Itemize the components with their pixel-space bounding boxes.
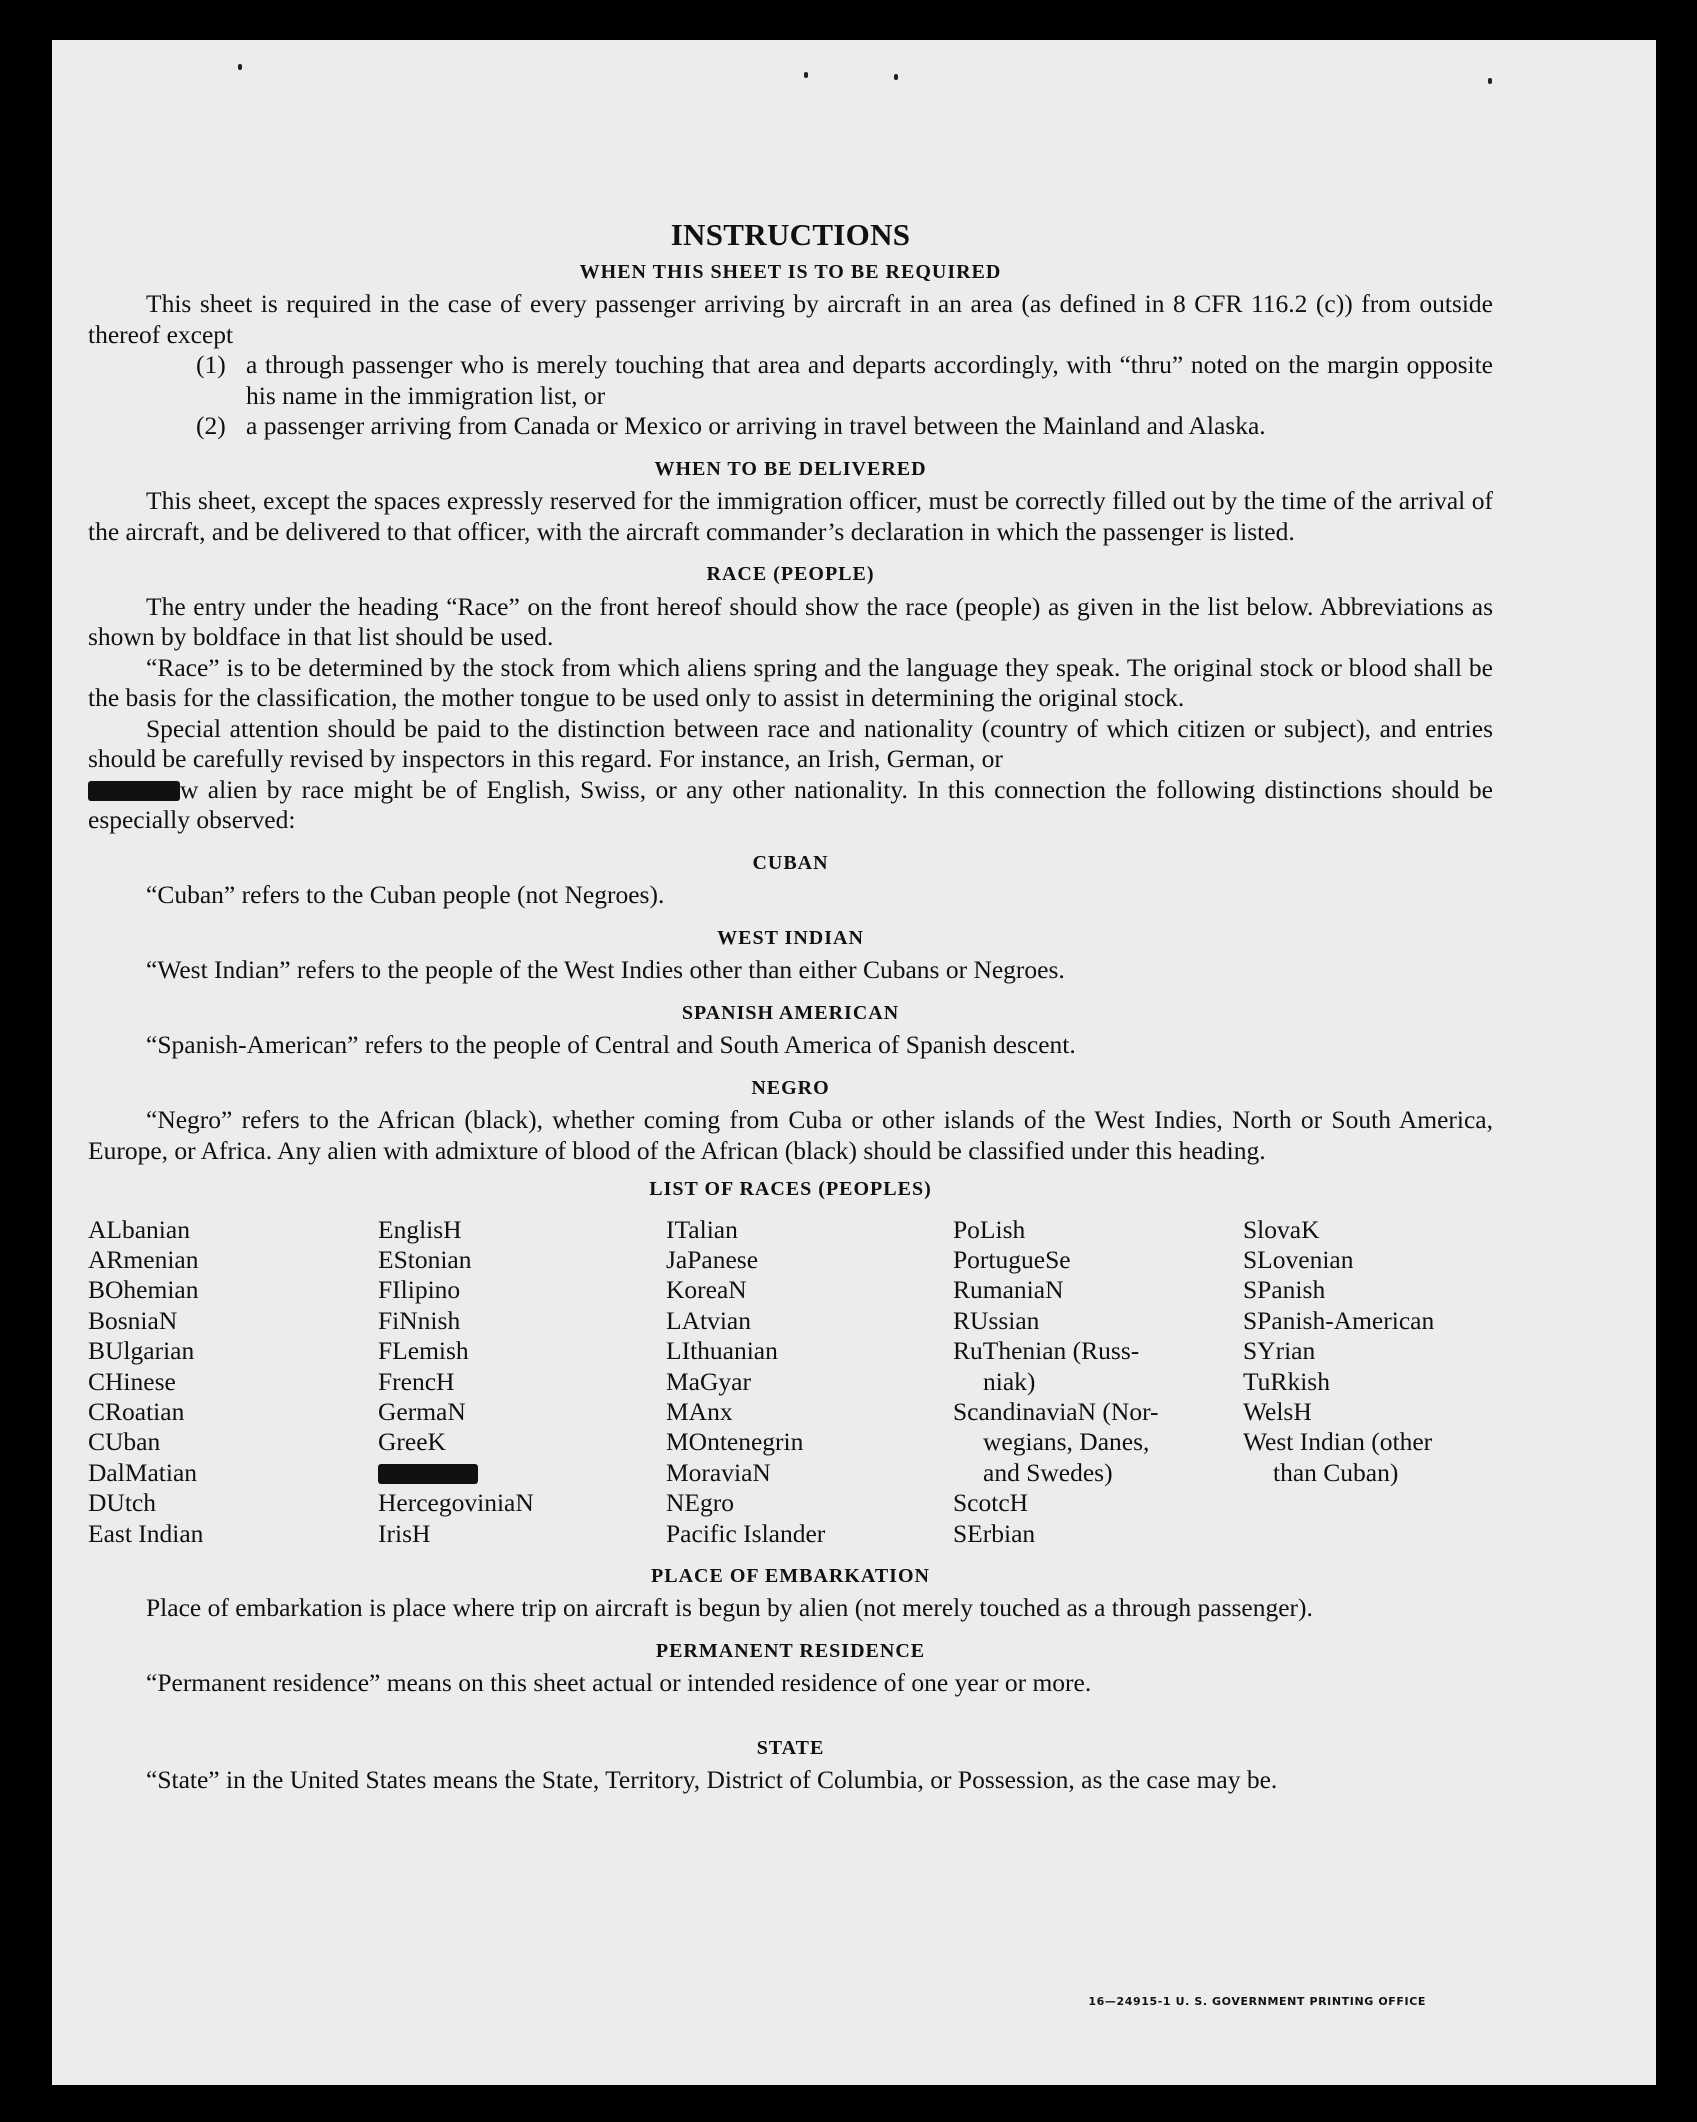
paragraph: “Permanent residence” means on this sheet actual or intended residence of one year or more. xyxy=(146,1668,1092,1698)
races-column xyxy=(666,1215,953,1549)
section-heading: NEGRO xyxy=(751,1076,830,1099)
document-page xyxy=(52,40,1656,2085)
scan-speck xyxy=(894,74,898,80)
race-entry-redacted xyxy=(378,1458,666,1488)
race-entry: ITalian xyxy=(666,1214,738,1244)
section-heading: CUBAN xyxy=(752,851,829,874)
page-title: INSTRUCTIONS xyxy=(670,217,911,252)
race-entry: SErbian xyxy=(953,1518,1036,1548)
race-entry: LAtvian xyxy=(666,1305,751,1335)
paragraph-text: w alien by race might be of English, Swiss, or any other nationality. In this connection the following distinctions should be especially observed: xyxy=(88,774,1493,834)
race-entry: SPanish xyxy=(1243,1275,1326,1305)
section-heading: PERMANENT RESIDENCE xyxy=(655,1639,926,1662)
race-entry: HercegoviniaN xyxy=(378,1488,534,1518)
race-entry: ARmenian xyxy=(88,1244,199,1274)
race-entry: LIthuanian xyxy=(666,1336,778,1366)
item-text: a passenger arriving from Canada or Mexico or arriving in travel between the Mainland and Alaska. xyxy=(246,411,1266,440)
section-heading: WEST INDIAN xyxy=(717,926,864,949)
race-entry-continued: and Swedes) xyxy=(983,1457,1113,1487)
races-column xyxy=(953,1215,1243,1549)
redaction-mark xyxy=(378,1464,478,1484)
paragraph: This sheet, except the spaces expressly reserved for the immigration officer, must be correctly filled out by the time of the arrival of the aircraft, and be delivered to that officer, with the aircraft commander’s declaration in which the passenger is listed. xyxy=(88,486,1493,546)
item-number: (2) xyxy=(196,411,226,440)
race-entry-continued: than Cuban) xyxy=(1273,1457,1399,1487)
race-entry: GermaN xyxy=(378,1396,466,1426)
section-heading: WHEN TO BE DELIVERED xyxy=(654,457,927,480)
list-item xyxy=(196,350,1493,411)
race-entry: RUssian xyxy=(953,1305,1040,1335)
race-entry-continued: niak) xyxy=(983,1366,1036,1396)
race-entry: EStonian xyxy=(378,1244,472,1274)
race-entry: FIlipino xyxy=(378,1275,461,1305)
race-entry: KoreaN xyxy=(666,1275,747,1305)
scan-speck xyxy=(1488,78,1492,84)
race-entry: CUban xyxy=(88,1427,161,1457)
item-number: (1) xyxy=(196,350,226,379)
race-entry: DUtch xyxy=(88,1488,156,1518)
race-entry: CRoatian xyxy=(88,1396,185,1426)
races-list xyxy=(88,1215,1493,1549)
race-entry: TuRkish xyxy=(1243,1366,1330,1396)
instructions-body xyxy=(88,180,1493,1796)
section-heading: LIST OF RACES (PEOPLES) xyxy=(649,1178,932,1200)
paragraph: “West Indian” refers to the people of the West Indies other than either Cubans or Negroes. xyxy=(146,955,1065,984)
race-entry: WelsH xyxy=(1243,1396,1312,1426)
races-column xyxy=(88,1215,378,1549)
item-text: a through passenger who is merely touching that area and departs accordingly, with “thru” noted on the margin opposite his name in the immigration list, or xyxy=(246,350,1493,410)
race-entry: JaPanese xyxy=(666,1244,759,1274)
races-column xyxy=(1243,1215,1493,1549)
paragraph: “Negro” refers to the African (black), whether coming from Cuba or other islands of the West Indies, North or South America, Europe, or Africa. Any alien with admixture of blood of the African (black) should be classified under this heading. xyxy=(88,1105,1493,1165)
race-entry: FrencH xyxy=(378,1366,455,1396)
race-entry: BOhemian xyxy=(88,1275,199,1305)
race-entry: MaGyar xyxy=(666,1366,751,1396)
race-entry: BUlgarian xyxy=(88,1336,195,1366)
paragraph: “Cuban” refers to the Cuban people (not Negroes). xyxy=(146,880,665,909)
race-entry: IrisH xyxy=(378,1518,431,1548)
race-entry: ALbanian xyxy=(88,1214,190,1244)
race-entry: SPanish-American xyxy=(1243,1305,1435,1335)
paragraph: “Race” is to be determined by the stock from which aliens spring and the language they speak. The original stock or blood shall be the basis for the classification, the mother tongue to be used only to assist in determining the original stock. xyxy=(88,652,1493,712)
list-item xyxy=(196,411,1493,442)
race-entry: PortugueSe xyxy=(953,1244,1071,1274)
paragraph: “State” in the United States means the State, Territory, District of Columbia, or Possession, as the case may be. xyxy=(146,1765,1278,1795)
race-entry: SlovaK xyxy=(1243,1214,1320,1244)
race-entry: RumaniaN xyxy=(953,1275,1064,1305)
race-entry: East Indian xyxy=(88,1518,204,1548)
paragraph-continued xyxy=(88,775,1493,836)
race-entry-continued: wegians, Danes, xyxy=(983,1427,1150,1457)
race-entry: PoLish xyxy=(953,1214,1026,1244)
printer-imprint: 16—24915-1 U. S. GOVERNMENT PRINTING OFFICE xyxy=(1088,1995,1426,2008)
section-heading: PLACE OF EMBARKATION xyxy=(651,1564,930,1587)
paragraph: This sheet is required in the case of every passenger arriving by aircraft in an area (as defined in 8 CFR 116.2 (c)) from outside thereof except xyxy=(88,289,1493,349)
race-entry: EnglisH xyxy=(378,1214,462,1244)
race-entry: NEgro xyxy=(666,1488,734,1518)
race-entry: MOntenegrin xyxy=(666,1427,804,1457)
race-entry: FLemish xyxy=(378,1336,469,1366)
paragraph: “Spanish-American” refers to the people of Central and South America of Spanish descent. xyxy=(146,1030,1076,1059)
scan-speck xyxy=(804,72,808,78)
race-entry: MoraviaN xyxy=(666,1457,771,1487)
section-heading: RACE (PEOPLE) xyxy=(706,563,875,585)
races-column xyxy=(378,1215,666,1549)
race-entry: BosniaN xyxy=(88,1305,178,1335)
paragraph: The entry under the heading “Race” on the front hereof should show the race (people) as given in the list below. Abbreviations as shown by boldface in that list should be used. xyxy=(88,591,1493,651)
section-heading: STATE xyxy=(756,1736,825,1759)
paragraph: Special attention should be paid to the distinction between race and nationality (country of which citizen or subject), and entries should be carefully revised by inspectors in this regard. For instance, an Irish, German, or xyxy=(88,713,1493,773)
race-entry: DalMatian xyxy=(88,1457,198,1487)
race-entry: RuThenian (Russ- xyxy=(953,1336,1140,1366)
race-entry: ScandinaviaN (Nor- xyxy=(953,1396,1159,1426)
race-entry: MAnx xyxy=(666,1396,733,1426)
race-entry: FiNnish xyxy=(378,1305,461,1335)
race-entry: GreeK xyxy=(378,1427,446,1457)
section-heading: SPANISH AMERICAN xyxy=(681,1001,900,1024)
race-entry: SLovenian xyxy=(1243,1244,1354,1274)
race-entry: CHinese xyxy=(88,1366,176,1396)
redaction-mark xyxy=(88,781,180,801)
race-entry: West Indian (other xyxy=(1243,1427,1433,1457)
race-entry: ScotcH xyxy=(953,1488,1029,1518)
race-entry: SYrian xyxy=(1243,1336,1316,1366)
race-entry: Pacific Islander xyxy=(666,1518,826,1548)
paragraph: Place of embarkation is place where trip on aircraft is begun by alien (not merely touched as a through passenger). xyxy=(146,1593,1313,1623)
section-heading: WHEN THIS SHEET IS TO BE REQUIRED xyxy=(579,260,1002,283)
scan-speck xyxy=(238,64,242,70)
